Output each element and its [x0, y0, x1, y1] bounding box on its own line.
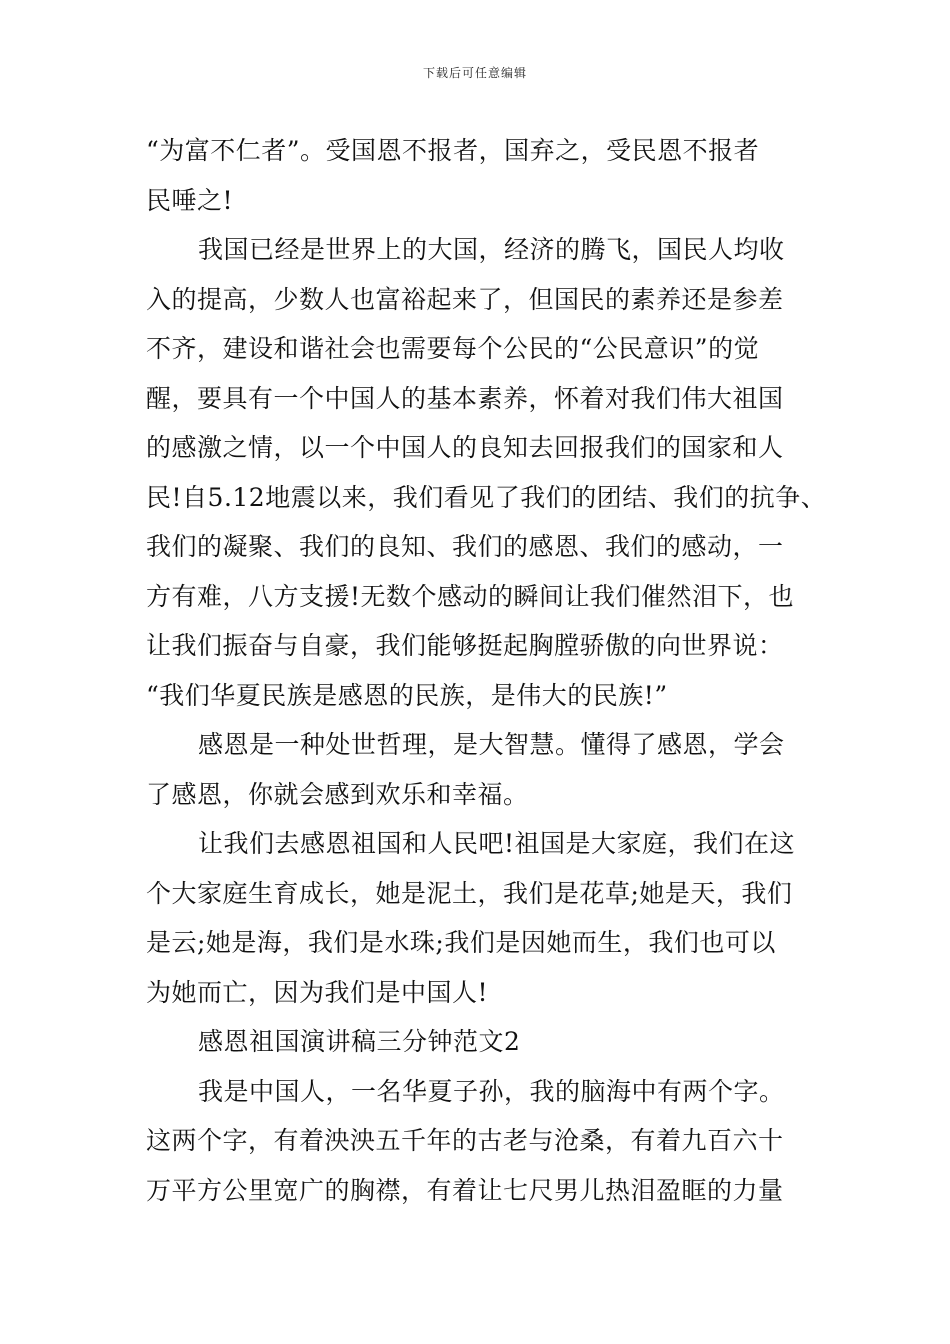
text-line: 我们的凝聚、我们的良知、我们的感恩、我们的感动，一 [146, 532, 784, 561]
text-line: 入的提高，少数人也富裕起来了，但国民的素养还是参差 [146, 284, 784, 314]
text-line: 民!自5.12地震以来，我们看见了我们的团结、我们的抗争、 [146, 482, 827, 512]
paragraph-start-line: 感恩是一种处世哲理，是大智慧。懂得了感恩，学会 [198, 730, 785, 759]
text-line: 醒，要具有一个中国人的基本素养，怀着对我们伟大祖国 [146, 383, 784, 413]
text-line: 是云;她是海，我们是水珠;我们是因她而生，我们也可以 [146, 928, 776, 957]
text-line: 为她而亡，因为我们是中国人! [146, 977, 489, 1007]
paragraph-start-line: 让我们去感恩祖国和人民吧!祖国是大家庭，我们在这 [198, 829, 796, 858]
text-line: 的感激之情，以一个中国人的良知去回报我们的国家和人 [146, 433, 784, 462]
text-line: “我们华夏民族是感恩的民族，是伟大的民族!” [146, 680, 668, 710]
text-line: 万平方公里宽广的胸襟，有着让七尺男儿热泪盈眶的力量 [146, 1175, 784, 1205]
text-line: 了感恩，你就会感到欢乐和幸福。 [146, 779, 529, 809]
text-line: 不齐，建设和谐社会也需要每个公民的“公民意识”的觉 [146, 334, 760, 363]
paragraph-start-line: 我国已经是世界上的大国，经济的腾飞，国民人均收 [198, 235, 785, 264]
document-body [146, 126, 827, 1215]
section-heading: 感恩祖国演讲稿三分钟范文2 [198, 1027, 521, 1056]
text-line: 方有难，八方支援!无数个感动的瞬间让我们催然泪下，也 [146, 581, 795, 611]
text-line: 这两个字，有着泱泱五千年的古老与沧桑，有着九百六十 [146, 1126, 784, 1155]
text-line: 民唾之! [146, 185, 234, 215]
text-line: “为富不仁者”。受国恩不报者，国弃之，受民恩不报者 [146, 136, 760, 165]
text-line: 让我们振奋与自豪，我们能够挺起胸膛骄傲的向世界说： [146, 631, 784, 660]
page-header: 下载后可任意编辑 [422, 66, 527, 80]
text-line: 个大家庭生育成长，她是泥土，我们是花草;她是天，我们 [146, 878, 793, 908]
paragraph-start-line: 我是中国人，一名华夏子孙，我的脑海中有两个字。 [198, 1076, 785, 1106]
